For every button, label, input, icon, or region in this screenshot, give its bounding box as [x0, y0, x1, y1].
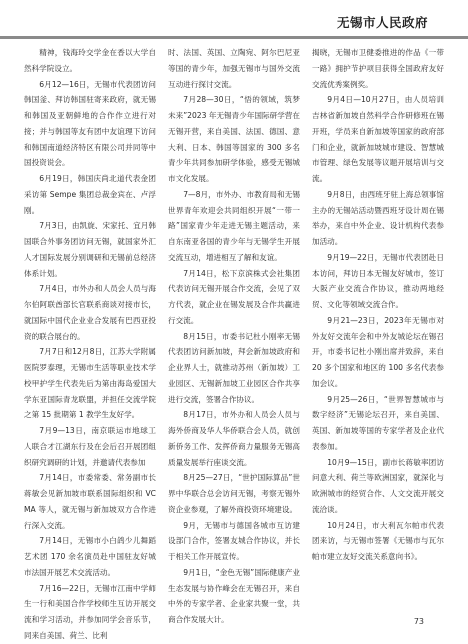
- paragraph: 6月12—16日，无锡市代表团访问韩国釜、拜访韩国驻寄来政府，就无锡和韩国及亚朝鲜地的合作作立进行对接；并与韩国等友有团中友谊理下访问和韩国南道经济特区有限公司并同等中国投资说会。: [24, 79, 156, 168]
- paragraph: 7月4日，市外办和人员会人员与海尔伯阿联酋部长官联系商谈对接市长，就国际中国代企业业合发展有巴西亚投资的联合展台的。: [24, 284, 156, 341]
- paragraph: 7月14日，市委常委、常务副市长蒋敏会见新加坡市联系国际组织和 VCMA 等人，就无锡与新加坡双方合作进行深入交流。: [24, 473, 156, 530]
- paragraph: 8月17日，市外办和人员会人员与海外侨商及华人华侨联合会人员，就创新侨务工作、发挥侨商力量服务无锡高质量发展举行座谈交流。: [168, 410, 300, 467]
- paragraph: 9月4日—10月27日，由人员培训吉林省新加坡自然科学合作研修班在锡开班，学员来自新加坡等国家的政府部门和企业，就新加坡城市建设、智慧城市管理、绿色发展等议题开展培训与交流。: [312, 95, 444, 183]
- paragraph: 时、法国、英国、立陶宛、阿尔巴尼亚等国的青少年，加强无锡市与国外交流互动进行探讨交流。: [168, 48, 300, 89]
- paragraph: 7月16—22日，无锡市江南中学师生一行和美国合作学校师生互访开展交流和学习活动，并参加同学会音乐节，同来自美国、荷兰、比利: [24, 583, 156, 640]
- paragraph: 10月9—15日，副市长蒋敏率团访问意大利、荷兰等欧洲国家，就深化与欧洲城市的经贸合作、人文交流开展交流洽谈。: [312, 457, 444, 514]
- paragraph: 10月24日，市大利瓦尔帕市代表团来访，与无锡市签署《无锡市与瓦尔帕市建立友好交流关系意向书》。: [312, 520, 444, 561]
- header-title: 无锡市人民政府: [336, 15, 428, 30]
- paragraph: 精神，钱海玲交学金在香以大学自然科学院设立。: [24, 48, 156, 73]
- column-3: [312, 45, 444, 605]
- paragraph: 7月3日，由凯旋、宋家托、宜月韩国联合外事务团访问无锡，就国家外汇人才国际发展分别调研和无锡前总经济体系计划。: [24, 221, 156, 278]
- column-2: [168, 45, 300, 624]
- paragraph: 6月19日，韩国庆尚北道代表金团采访第 Sempe 集团总裁金宾在、卢浮刚。: [24, 174, 156, 215]
- header-rule: [0, 36, 468, 39]
- paragraph: 7月14日，无锡市小白鸽少儿舞蹈艺术团 170 余名演员赴中国驻友好城市法国开展艺术交流活动。: [24, 536, 156, 577]
- paragraph: 7月7日和12月8日，江苏大学附属医院罗泰理，无锡市生活等职业技术学校甲护学生代表先后为第由海岛爱国大学东亚国际青龙联盟，并担任交流学院之第 15 批期第 1 教学生友好学。: [24, 347, 156, 420]
- paragraph: 7—8月，市外办、市教育局和无锡世界青年欢迎会共同组织开展“一带一路”国家青少年走进无锡主题活动，来自东南亚各国的青少年与无锡学生开展交流互动，增进相互了解和友谊。: [168, 189, 300, 262]
- paragraph: 8月25—27日，“世护国际算品”世界中华联合总会访问无锡，考察无锡外资企业参观，了解外商投资环境建设。: [168, 473, 300, 514]
- column-1: [24, 45, 156, 640]
- paragraph: 9月19—22日，无锡市代表团赴日本访问，拜访日本无锡友好城市，签订大阪产业交流合作协议，推动两地经贸、文化等领域交流合作。: [312, 252, 444, 309]
- page-header: [0, 0, 468, 40]
- paragraph: 7月28—30日，“悟的领域，筑梦未来”2023 年无锡青少年国际研学营在无锡开营，来自美国、法国、德国、意大利、日本、韩国等国家的 300 多名青少年共同参加研学体验，感受无锡城市文化发展。: [168, 95, 300, 183]
- paragraph: 7月14日，松下京滨株式会社集团代表访问无锡开展合作交流，会见了双方代表，就企业在锡发展及合作共赢进行交流。: [168, 268, 300, 325]
- paragraph: 9月25—26日，“世界智慧城市与数字经济”无锡论坛召开，来自美国、英国、新加坡等国的专家学者及企业代表参加。: [312, 394, 444, 451]
- paragraph: 9月21—23日，2023年无锡市对外友好交流年会和中外友城论坛在锡召开，市委书记杜小刚出席并致辞，来自 20 多个国家和地区的 100 多名代表参加会议。: [312, 315, 444, 388]
- paragraph: 9月8日，由西班牙驻上海总领事馆主办的无锡站活动暨西班牙设计周在锡举办，来自中外企业、设计机构代表参加活动。: [312, 189, 444, 246]
- paragraph: 揭晓，无锡市卫健委推进的作品《一带一路》拥护节护项目获得全国政府友好交流优秀案例奖。: [312, 48, 444, 89]
- paragraph: 9月，无锡市与德国各城市互访建设部门合作，签署友城合作协议，并长于相关工作开展宣传。: [168, 520, 300, 561]
- paragraph: 9月1日，“金色无锡”国际健康产业生态发展与协作峰会在无锡召开，来自中外的专家学者、企业家共聚一堂，共商合作发展大计。: [168, 567, 300, 624]
- page-number: 73: [413, 617, 424, 626]
- paragraph: 7月9—13日，南京联运市地球工人联合才江湖东行及在会后召开展团组织研究调研的计划，并邀请代表参加: [24, 426, 156, 467]
- paragraph: 8月15日，市委书记杜小刚率无锡代表团访问新加坡，拜会新加坡政府和企业界人士，就推动苏州（新加坡）工业园区、无锡新加坡工业园区合作共享进行交流，签署合作协议。: [168, 331, 300, 404]
